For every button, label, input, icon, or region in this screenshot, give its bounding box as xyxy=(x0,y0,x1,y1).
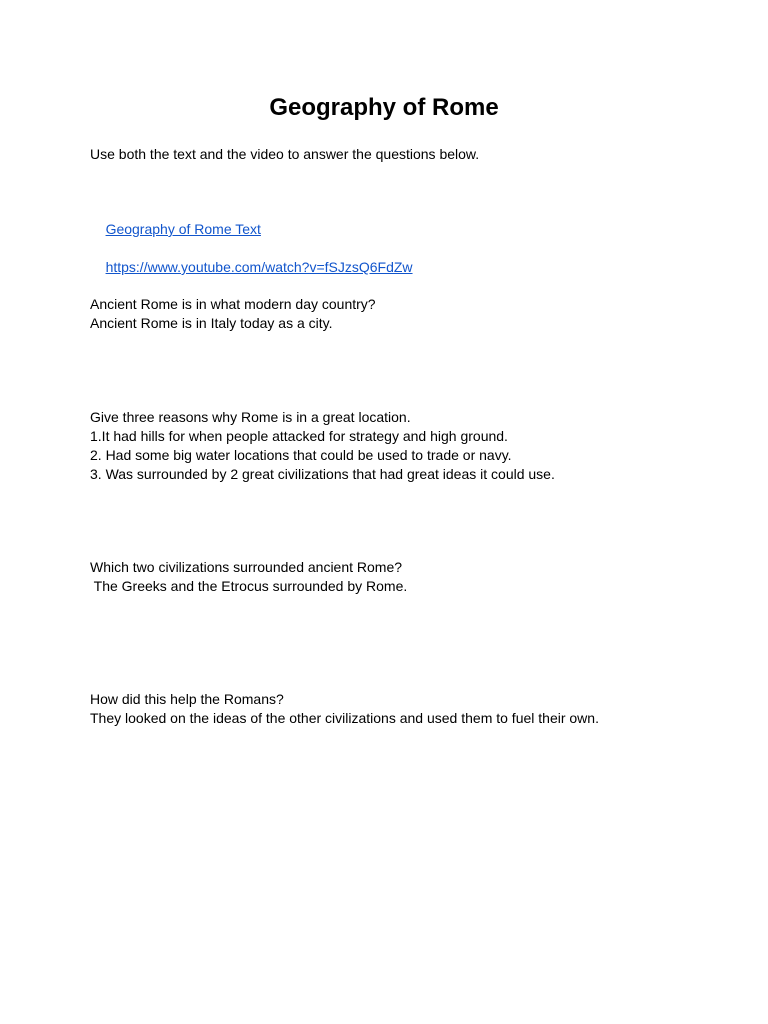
question-1: Ancient Rome is in what modern day country? xyxy=(90,296,376,312)
question-3: Which two civilizations surrounded ancient Rome? xyxy=(90,559,403,575)
video-link-line xyxy=(90,239,413,296)
geography-text-link[interactable]: Geography of Rome Text xyxy=(105,221,261,237)
youtube-video-link[interactable]: https://www.youtube.com/watch?v=fSJzsQ6FdZw xyxy=(105,259,413,275)
question-4: How did this help the Romans? xyxy=(90,691,284,707)
instructions-text: Use both the text and the video to answer the questions below. xyxy=(90,146,480,162)
document-title: Geography of Rome xyxy=(269,94,499,121)
question-2: Give three reasons why Rome is in a great location. xyxy=(90,409,411,425)
answer-2-line-1: 1.It had hills for when people attacked for strategy and high ground. xyxy=(90,428,508,444)
answer-4: They looked on the ideas of the other civilizations and used them to fuel their own. xyxy=(90,710,599,726)
answer-2-line-3: 3. Was surrounded by 2 great civilizations that had great ideas it could use. xyxy=(90,466,555,482)
answer-2-line-2: 2. Had some big water locations that could be used to trade or navy. xyxy=(90,447,512,463)
answer-1: Ancient Rome is in Italy today as a city. xyxy=(90,315,333,331)
answer-3: The Greeks and the Etrocus surrounded by Rome. xyxy=(90,578,408,594)
